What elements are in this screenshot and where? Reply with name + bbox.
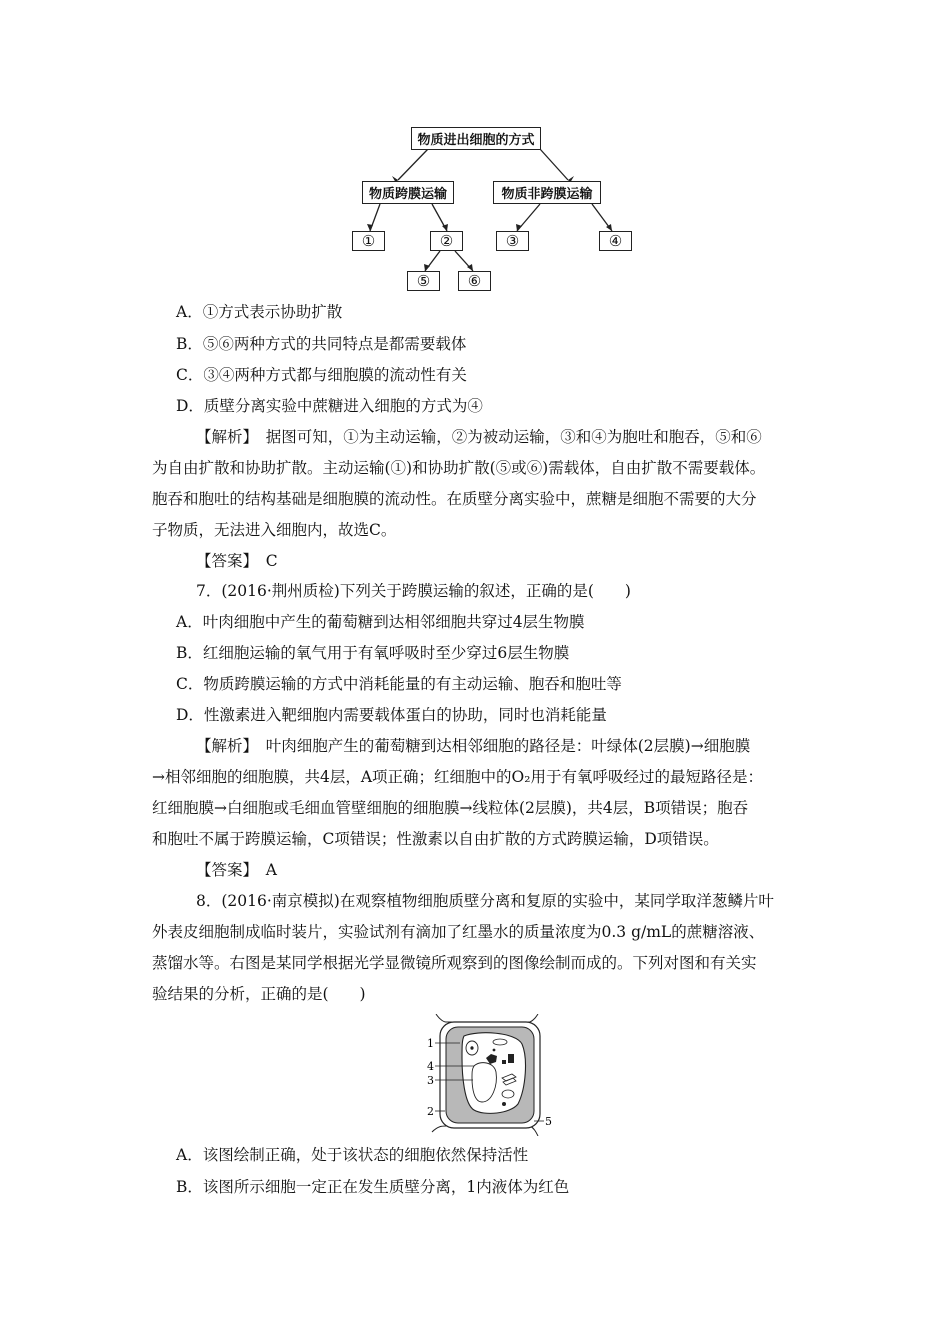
plant-cell-figure <box>418 1014 553 1136</box>
node-1-label: ① <box>361 232 376 250</box>
q6-analysis-line: 【解析】 据图可知，①为主动运输，②为被动运输，③和④为胞吐和胞吞，⑤和⑥ <box>196 428 762 446</box>
figure-label-5: 5 <box>545 1115 552 1128</box>
diagram-left-box <box>362 181 454 204</box>
q6-analysis-line: 为自由扩散和协助扩散。主动运输(①)和协助扩散(⑤或⑥)需载体，自由扩散不需要载体。 <box>152 459 766 477</box>
diagram-node-4 <box>599 231 632 251</box>
q6-analysis-line: 胞吞和胞吐的结构基础是细胞膜的流动性。在质壁分离实验中，蔗糖是细胞不需要的大分 <box>152 490 757 508</box>
node-2-label: ② <box>439 232 454 250</box>
node-3-label: ③ <box>505 232 520 250</box>
q7-analysis-line: 【解析】 叶肉细胞产生的葡萄糖到达相邻细胞的路径是：叶绿体(2层膜)→细胞膜 <box>196 737 751 755</box>
diagram-root-box <box>411 127 541 150</box>
diagram-node-3 <box>496 231 529 251</box>
q8-stem-line: 验结果的分析，正确的是( ) <box>152 985 366 1003</box>
q7-analysis-line: 红细胞膜→白细胞或毛细血管壁细胞的细胞膜→线粒体(2层膜)，共4层，B项错误；胞吞 <box>152 799 749 817</box>
diagram-node-2 <box>430 231 463 251</box>
q6-analysis-line: 子物质，无法进入细胞内，故选C。 <box>152 521 397 539</box>
q7-option-a: A．叶肉细胞中产生的葡萄糖到达相邻细胞共穿过4层生物膜 <box>176 613 585 631</box>
q6-option-c: C．③④两种方式都与细胞膜的流动性有关 <box>176 366 467 384</box>
q8-option-a: A．该图绘制正确，处于该状态的细胞依然保持活性 <box>176 1146 529 1164</box>
q8-stem-line: 8．(2016·南京模拟)在观察植物细胞质壁分离和复原的实验中，某同学取洋葱鳞片叶 <box>196 892 774 910</box>
diagram-node-5 <box>407 271 440 291</box>
q7-stem: 7．(2016·荆州质检)下列关于跨膜运输的叙述，正确的是( ) <box>196 582 631 600</box>
q7-answer: 【答案】 A <box>196 861 277 879</box>
diagram-node-6 <box>458 271 491 291</box>
figure-label-4: 4 <box>427 1060 434 1073</box>
q6-option-b: B．⑤⑥两种方式的共同特点是都需要载体 <box>176 335 467 353</box>
diagram-connectors <box>0 0 950 300</box>
diagram-right-label: 物质非跨膜运输 <box>501 187 593 202</box>
node-5-label: ⑤ <box>416 272 431 290</box>
diagram-right-box <box>493 181 601 204</box>
q7-option-d: D．性激素进入靶细胞内需要载体蛋白的协助，同时也消耗能量 <box>176 706 607 724</box>
q7-analysis-line: 和胞吐不属于跨膜运输，C项错误；性激素以自由扩散的方式跨膜运输，D项错误。 <box>152 830 719 848</box>
node-4-label: ④ <box>608 232 623 250</box>
q7-option-b: B．红细胞运输的氧气用于有氧呼吸时至少穿过6层生物膜 <box>176 644 570 662</box>
diagram-root-label: 物质进出细胞的方式 <box>417 133 535 148</box>
figure-label-3: 3 <box>427 1074 434 1087</box>
q6-option-a: A．①方式表示协助扩散 <box>176 303 343 321</box>
node-6-label: ⑥ <box>467 272 482 290</box>
q7-option-c: C．物质跨膜运输的方式中消耗能量的有主动运输、胞吞和胞吐等 <box>176 675 622 693</box>
q8-stem-line: 蒸馏水等。右图是某同学根据光学显微镜所观察到的图像绘制而成的。下列对图和有关实 <box>152 954 757 972</box>
q6-option-d: D．质壁分离实验中蔗糖进入细胞的方式为④ <box>176 397 483 415</box>
figure-label-1: 1 <box>427 1037 434 1050</box>
q8-option-b: B．该图所示细胞一定正在发生质壁分离，1内液体为红色 <box>176 1178 570 1196</box>
diagram-node-1 <box>352 231 385 251</box>
q7-analysis-line: →相邻细胞的细胞膜，共4层，A项正确；红细胞中的O₂用于有氧呼吸经过的最短路径是： <box>152 768 763 786</box>
diagram-left-label: 物质跨膜运输 <box>368 187 447 202</box>
figure-label-2: 2 <box>427 1105 434 1118</box>
q8-stem-line: 外表皮细胞制成临时装片，实验试剂有滴加了红墨水的质量浓度为0.3 g/mL的蔗糖溶液、 <box>152 923 765 941</box>
q6-answer: 【答案】 C <box>196 552 278 570</box>
